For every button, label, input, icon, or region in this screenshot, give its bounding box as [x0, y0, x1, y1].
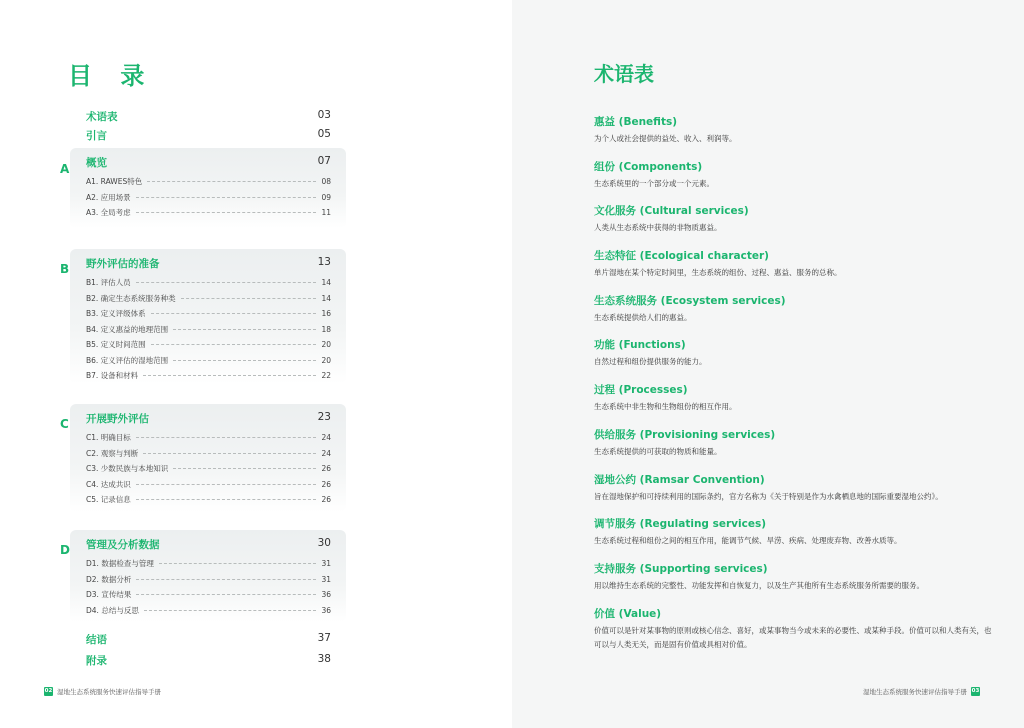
subsection-page: 14 [321, 278, 331, 287]
toc-subsection-item[interactable] [86, 589, 331, 605]
subsection-page: 36 [321, 605, 331, 615]
dot-leader [136, 579, 316, 580]
toc-section-d [70, 530, 346, 622]
glossary-term [594, 249, 994, 294]
subsection-label: B2. 确定生态系统服务种类 [86, 293, 176, 303]
toc-section-heading[interactable] [86, 411, 331, 426]
subsection-label: B7. 设备和材料 [86, 371, 139, 380]
toc-entry-page: 38 [317, 653, 331, 665]
toc-entry-label: 结语 [86, 634, 107, 646]
term-definition: 为个人或社会提供的益处、收入、利润等。 [594, 134, 737, 143]
toc-subsection-item[interactable] [86, 293, 331, 309]
subsection-label: B6. 定义评估的湿地范围 [86, 355, 169, 365]
toc-entry-introduction[interactable] [86, 128, 331, 143]
section-title: 开展野外评估 [86, 413, 149, 425]
page-number-badge: 02 [44, 688, 53, 694]
term-name: 组份 (Components) [594, 160, 703, 173]
dot-leader [173, 360, 316, 361]
glossary-term [594, 517, 994, 562]
term-definition: 旨在湿地保护和可持续利用的国际条约，官方名称为《关于特别是作为水禽栖息地的国际重要湿地公约》。 [594, 491, 943, 501]
subsection-page: 31 [321, 559, 331, 568]
glossary-term [594, 294, 994, 339]
subsection-page: 16 [321, 309, 331, 318]
toc-entry-glossary[interactable] [86, 109, 331, 124]
term-definition: 人类从生态系统中获得的非物质惠益。 [594, 223, 722, 233]
glossary-term [594, 383, 994, 428]
toc-subsection-item[interactable] [86, 324, 331, 340]
toc-entry-label: 引言 [86, 130, 107, 142]
subsection-label: D2. 数据分析 [86, 574, 132, 584]
subsection-label: A1. RAWES特色 [86, 177, 143, 186]
term-name: 支持服务 (Supporting services) [594, 562, 768, 575]
subsection-page: 18 [321, 324, 331, 334]
section-letter-a: A [60, 162, 70, 176]
subsection-page: 09 [321, 192, 331, 202]
section-page: 23 [317, 411, 331, 423]
dot-leader [143, 375, 316, 376]
term-definition: 生态系统过程和组份之间的相互作用，能调节气候、旱涝、疾病、处理废弃物、改善水质等。 [594, 536, 902, 546]
dot-leader [144, 610, 317, 611]
dot-leader [136, 594, 316, 595]
toc-subsection-item[interactable] [86, 558, 331, 574]
dot-leader [147, 181, 316, 182]
toc-subsection-list [86, 176, 331, 223]
section-page: 13 [317, 256, 331, 268]
subsection-page: 26 [321, 479, 331, 489]
toc-entry-label: 附录 [86, 655, 107, 667]
subsection-page: 24 [321, 433, 331, 442]
subsection-label: D4. 总结与反思 [86, 605, 139, 615]
toc-subsection-item[interactable] [86, 355, 331, 371]
glossary-title: 术语表 [594, 62, 654, 86]
term-name: 文化服务 (Cultural services) [594, 205, 749, 218]
toc-subsection-item[interactable] [86, 207, 331, 223]
toc-section-c [70, 404, 346, 512]
dot-leader [181, 298, 317, 299]
toc-subsection-item[interactable] [86, 192, 331, 208]
subsection-page: 36 [321, 590, 331, 599]
page-number-badge: 03 [971, 688, 980, 694]
dot-leader [173, 468, 316, 469]
term-name: 湿地公约 (Ramsar Convention) [594, 473, 765, 486]
toc-section-heading[interactable] [86, 537, 331, 552]
glossary-term [594, 160, 994, 205]
section-letter-c: C [60, 417, 69, 431]
toc-subsection-list [86, 277, 331, 386]
toc-subsection-list [86, 432, 331, 510]
toc-subsection-item[interactable] [86, 448, 331, 464]
dot-leader [136, 499, 317, 500]
subsection-page: 11 [321, 208, 331, 217]
term-definition: 单片湿地在某个特定时间里，生态系统的组份、过程、惠益、服务的总称。 [594, 268, 842, 278]
toc-subsection-item[interactable] [86, 463, 331, 479]
subsection-label: C3. 少数民族与本地知识 [86, 464, 169, 473]
subsection-page: 26 [321, 464, 331, 473]
glossary-list [594, 115, 994, 663]
toc-entry-appendix[interactable] [86, 653, 331, 668]
dot-leader [136, 484, 317, 485]
term-name: 价值 (Value) [594, 607, 662, 620]
term-definition: 用以维持生态系统的完整性、功能发挥和自恢复力，以及生产其他所有生态系统服务所需要的服务。 [594, 580, 924, 590]
toc-subsection-item[interactable] [86, 479, 331, 495]
subsection-label: B4. 定义惠益的地理范围 [86, 324, 169, 334]
subsection-label: B1. 评估人员 [86, 278, 131, 287]
section-title: 野外评估的准备 [86, 258, 160, 270]
dot-leader [143, 453, 316, 454]
toc-subsection-item[interactable] [86, 176, 331, 192]
dot-leader [136, 212, 317, 213]
glossary-term [594, 428, 994, 473]
subsection-label: B3. 定义评级体系 [86, 309, 146, 318]
term-name: 生态系统服务 (Ecosystem services) [594, 294, 786, 307]
term-definition: 生态系统提供给人们的惠益。 [594, 312, 692, 322]
toc-subsection-item[interactable] [86, 277, 331, 293]
subsection-page: 08 [321, 177, 331, 186]
glossary-page [512, 0, 1024, 728]
subsection-label: D3. 宣传结果 [86, 590, 132, 599]
section-title: 概览 [86, 157, 107, 169]
glossary-term [594, 204, 994, 249]
term-definition: 生态系统提供的可获取的物质和能量。 [594, 446, 722, 456]
glossary-term [594, 607, 994, 663]
term-definition: 价值可以是针对某事物的原则或核心信念、喜好，或某事物当今或未来的必要性、或某种手段。价值可以和人类有关，也可以与人类无关，而是固有价值或具相对价值。 [594, 625, 992, 649]
toc-entry-page: 05 [317, 128, 331, 140]
glossary-term [594, 338, 994, 383]
dot-leader [151, 313, 317, 314]
dot-leader [159, 563, 317, 564]
subsection-page: 20 [321, 355, 331, 365]
subsection-page: 14 [321, 293, 331, 303]
page-footer-right [863, 687, 980, 696]
subsection-page: 20 [321, 340, 331, 349]
toc-section-heading[interactable] [86, 155, 331, 170]
term-name: 供给服务 (Provisioning services) [594, 428, 776, 441]
section-page: 07 [317, 155, 331, 167]
term-name: 调节服务 (Regulating services) [594, 518, 766, 531]
page-footer-left [44, 687, 161, 696]
toc-subsection-item[interactable] [86, 308, 331, 324]
toc-subsection-item[interactable] [86, 605, 331, 621]
toc-section-a [70, 148, 346, 228]
subsection-label: A2. 应用场景 [86, 192, 131, 202]
subsection-label: B5. 定义时间范围 [86, 340, 146, 349]
dot-leader [136, 437, 317, 438]
toc-subsection-item[interactable] [86, 339, 331, 355]
term-definition: 生态系统中非生物和生物组份的相互作用。 [594, 402, 737, 412]
toc-title: 目 录 [68, 62, 155, 90]
subsection-label: C2. 观察与判断 [86, 448, 139, 458]
subsection-label: D1. 数据检查与管理 [86, 559, 154, 568]
dot-leader [173, 329, 316, 330]
toc-section-heading[interactable] [86, 256, 331, 271]
section-title: 管理及分析数据 [86, 539, 160, 551]
term-name: 功能 (Functions) [594, 339, 686, 352]
term-name: 惠益 (Benefits) [594, 116, 678, 128]
term-definition: 自然过程和组份提供服务的能力。 [594, 357, 707, 367]
toc-section-b [70, 249, 346, 384]
dot-leader [136, 197, 317, 198]
subsection-label: C4. 达成共识 [86, 479, 131, 489]
subsection-page: 26 [321, 495, 331, 504]
subsection-label: A3. 全局考虑 [86, 208, 131, 217]
glossary-term [594, 473, 994, 518]
section-page: 30 [317, 537, 331, 549]
term-definition: 生态系统里的一个部分或一个元素。 [594, 178, 714, 188]
toc-entry-page: 37 [317, 632, 331, 644]
subsection-page: 22 [321, 371, 331, 380]
subsection-page: 31 [321, 574, 331, 584]
glossary-term [594, 562, 994, 607]
section-letter-b: B [60, 262, 70, 276]
term-name: 过程 (Processes) [594, 384, 688, 397]
toc-subsection-list [86, 558, 331, 620]
footer-title: 湿地生态系统服务快速评估指导手册 [863, 688, 967, 696]
toc-entry-page: 03 [317, 109, 331, 121]
subsection-label: C5. 记录信息 [86, 495, 131, 504]
dot-leader [136, 282, 317, 283]
subsection-label: C1. 明确目标 [86, 433, 131, 442]
footer-title: 湿地生态系统服务快速评估指导手册 [57, 688, 161, 696]
toc-entry-conclusion[interactable] [86, 632, 331, 647]
term-name: 生态特征 (Ecological character) [594, 250, 769, 263]
glossary-term [594, 115, 994, 160]
toc-subsection-item[interactable] [86, 370, 331, 386]
section-letter-d: D [60, 543, 70, 557]
toc-subsection-item[interactable] [86, 494, 331, 510]
dot-leader [151, 344, 317, 345]
toc-subsection-item[interactable] [86, 574, 331, 590]
toc-subsection-item[interactable] [86, 432, 331, 448]
toc-entry-label: 术语表 [86, 111, 118, 123]
subsection-page: 24 [321, 448, 331, 458]
